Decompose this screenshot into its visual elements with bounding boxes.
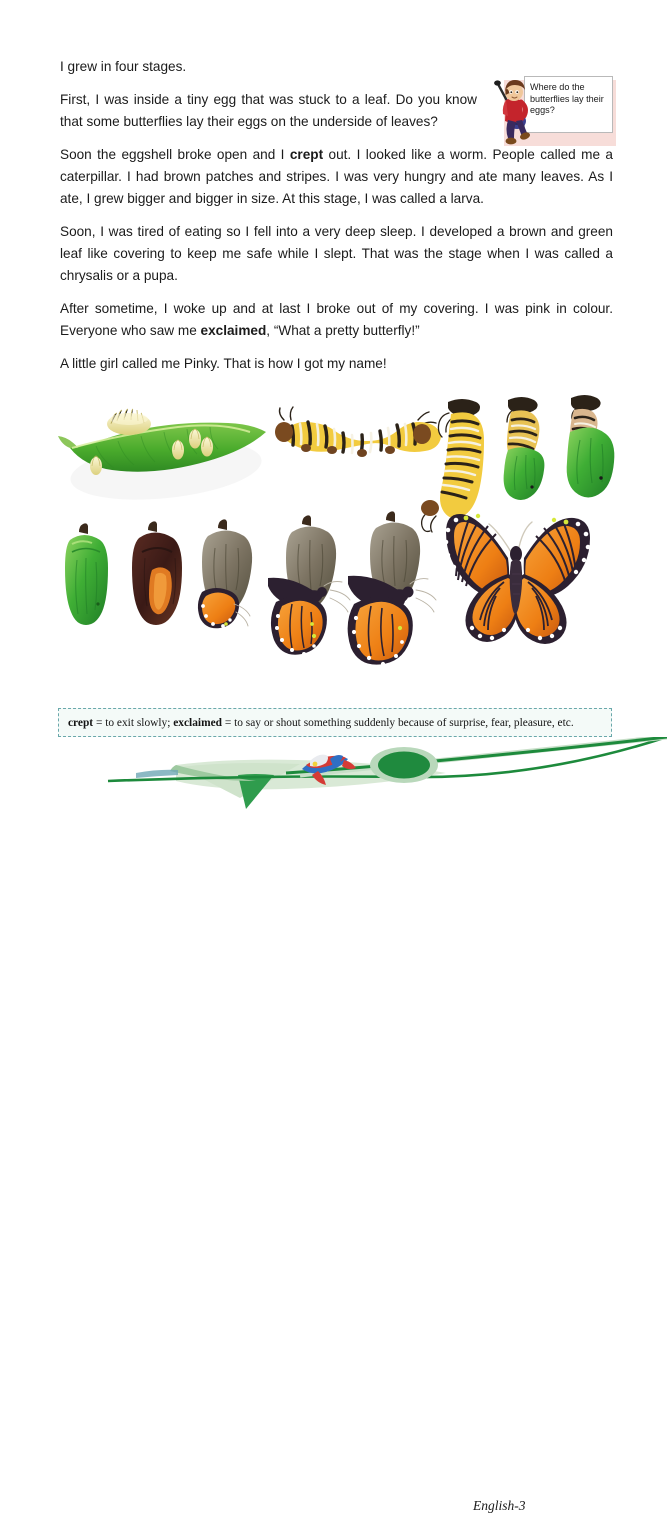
paragraph-5 xyxy=(60,298,613,342)
egg-cluster xyxy=(107,409,151,435)
bubble-text-wrap-spacer xyxy=(485,56,613,136)
stage-butterfly-emerging-2 xyxy=(268,515,350,656)
p3-text-a: Soon the eggshell broke open and I xyxy=(60,147,290,162)
stage-caterpillar-crawling xyxy=(275,407,441,457)
bubble-question-text: Where do the butterflies lay their eggs? xyxy=(530,82,604,116)
stage-caterpillar-hanging-j xyxy=(421,399,484,532)
book-title-label: English-3 xyxy=(473,1498,526,1513)
page-number: 11 xyxy=(397,1502,411,1518)
paragraph-4: Soon, I was tired of eating so I fell into a very deep sleep. I developed a brown and green leaf like covering to keep me safe while I slept. That was the stage when I was called a chrysalis or a pupa. xyxy=(60,224,613,283)
wing-folded-1 xyxy=(198,588,239,628)
p5-text-a: After sometime, I woke up and at last I broke out of my covering. I was pink in colour. Everyone who saw me xyxy=(60,301,613,338)
stage-chrysalis-forming-2 xyxy=(567,395,615,498)
stage-eggs-on-leaf xyxy=(58,409,266,508)
glossary-word-crept: crept xyxy=(289,147,324,162)
page-footer xyxy=(0,737,667,1518)
glossary-definition-1: = to exit slowly; xyxy=(93,716,174,729)
stage-caterpillar-forming-chrysalis xyxy=(504,397,545,500)
glossary-definition-2: = to say or shout something suddenly because of surprise, fear, pleasure, etc. xyxy=(221,716,574,729)
paragraph-2: First, I was inside a tiny egg that was stuck to a leaf. Do you know that some butterflies lay their eggs on the underside of leaves? xyxy=(60,92,477,129)
stage-chrysalis-darkening xyxy=(132,521,182,625)
p5-text-b: , “What a pretty butterfly!” xyxy=(266,323,420,338)
stage-butterfly-emerging-3 xyxy=(348,511,436,666)
glossary-term-1: crept xyxy=(68,716,94,729)
paragraph-1: I grew in four stages. xyxy=(60,59,187,74)
stage-chrysalis-green xyxy=(65,523,108,625)
glossary-term-2: exclaimed xyxy=(173,716,222,729)
glossary-line xyxy=(68,716,574,730)
stage-butterfly-adult xyxy=(444,514,591,644)
paragraph-3 xyxy=(60,144,613,210)
paragraph-6: A little girl called me Pinky. That is how I got my name! xyxy=(60,356,387,371)
article-body xyxy=(60,56,613,375)
butterfly-life-cycle-illustration xyxy=(56,392,616,692)
stage-butterfly-emerging-1 xyxy=(198,519,252,628)
glossary-box xyxy=(58,708,612,737)
caterpillar-body xyxy=(275,422,441,457)
glossary-word-exclaimed: exclaimed xyxy=(200,323,267,338)
p3-text-b: out. I looked like a worm. People called me a caterpillar. I had brown patches and stripes. I was very hungry and ate many leaves. As I ate, I grew bigger and bigger in size. At this stage, I was called a larva. xyxy=(60,147,613,206)
